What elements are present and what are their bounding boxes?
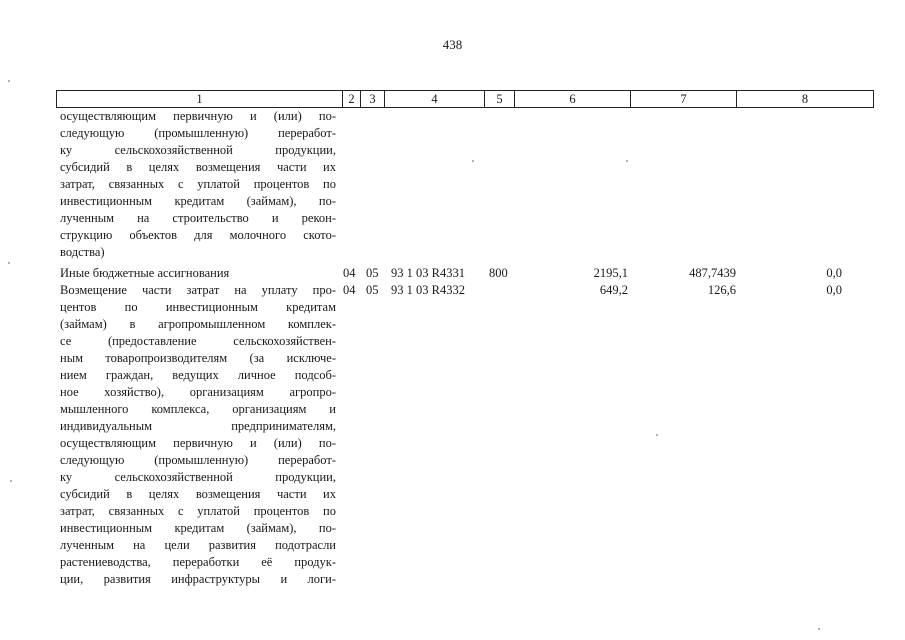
text-line: осуществляющим первичную и (или) по- <box>60 436 336 450</box>
scan-speck <box>656 434 658 436</box>
description-block-1 <box>60 108 336 261</box>
scan-speck <box>8 262 10 264</box>
header-col-1: 1 <box>57 91 343 107</box>
scan-speck <box>472 160 474 162</box>
row-value-col7: 126,6 <box>707 283 736 297</box>
row-label: Иные бюджетные ассигнования <box>60 266 230 280</box>
header-col-8: 8 <box>801 92 809 106</box>
text-line: ку сельскохозяйственной продукции, <box>60 470 336 484</box>
row-target-article: 93 1 03 R4331 <box>391 266 465 280</box>
page-number: 438 <box>442 37 463 52</box>
text-line: индивидуальным предпринимателям, <box>60 419 336 433</box>
row-label: Возмещение части затрат на уплату про- <box>60 283 336 297</box>
text-line: ное хозяйство), организациям агропро- <box>60 385 336 399</box>
text-line: затрат, связанных с уплатой процентов по <box>60 504 336 518</box>
text-line: водства) <box>60 245 105 259</box>
row-value-col6: 2195,1 <box>593 266 628 280</box>
row-target-article: 93 1 03 R4332 <box>391 283 465 297</box>
row-subsection: 05 <box>366 266 379 280</box>
row-value-col6: 649,2 <box>599 283 628 297</box>
row-expense-type: 800 <box>489 266 508 280</box>
row-value-col8: 0,0 <box>826 266 842 280</box>
row-section: 04 <box>343 266 356 280</box>
scan-speck <box>626 160 628 162</box>
text-line: ным товаропроизводителям (за исключе- <box>60 351 336 365</box>
header-col-7: 7 <box>631 91 737 107</box>
text-line: осуществляющим первичную и (или) по- <box>60 109 336 123</box>
text-line: лученным на цели развития подотрасли <box>60 538 336 552</box>
header-col-6: 6 <box>515 91 631 107</box>
text-line: ку сельскохозяйственной продукции, <box>60 143 336 157</box>
text-line: нием граждан, ведущих личное подсоб- <box>60 368 336 382</box>
row-section: 04 <box>343 283 356 297</box>
row-value-col8: 0,0 <box>826 283 842 297</box>
text-line: инвестиционным кредитам (займам), по- <box>60 521 336 535</box>
text-line: лученным на строительство и рекон- <box>60 211 336 225</box>
text-line: (займам) в агропромышленном комплек- <box>60 317 336 331</box>
text-line: субсидий в целях возмещения части их <box>60 487 336 501</box>
text-line: се (предоставление сельскохозяйствен- <box>60 334 336 348</box>
row-value-col7: 487,7439 <box>689 266 736 280</box>
header-col-2: 2 <box>343 91 361 107</box>
text-line: затрат, связанных с уплатой процентов по <box>60 177 336 191</box>
text-line: субсидий в целях возмещения части их <box>60 160 336 174</box>
text-line: следующую (промышленную) переработ- <box>60 453 336 467</box>
scan-speck <box>10 480 12 482</box>
text-line: ции, развития инфраструктуры и логи- <box>60 572 336 586</box>
text-line: следующую (промышленную) переработ- <box>60 126 336 140</box>
text-line: растениеводства, переработки её продук- <box>60 555 336 569</box>
header-col-3: 3 <box>361 91 385 107</box>
header-col-5: 5 <box>485 91 515 107</box>
text-line: мышленного комплекса, организациям и <box>60 402 336 416</box>
scan-speck <box>818 628 820 630</box>
header-col-4: 4 <box>385 91 485 107</box>
text-line: центов по инвестиционным кредитам <box>60 300 336 314</box>
row-subsection: 05 <box>366 283 379 297</box>
text-line: струкцию объектов для молочного ското- <box>60 228 336 242</box>
scan-speck <box>8 80 10 82</box>
description-block-2 <box>60 299 336 588</box>
text-line: инвестиционным кредитам (займам), по- <box>60 194 336 208</box>
table-header-row <box>56 90 874 108</box>
